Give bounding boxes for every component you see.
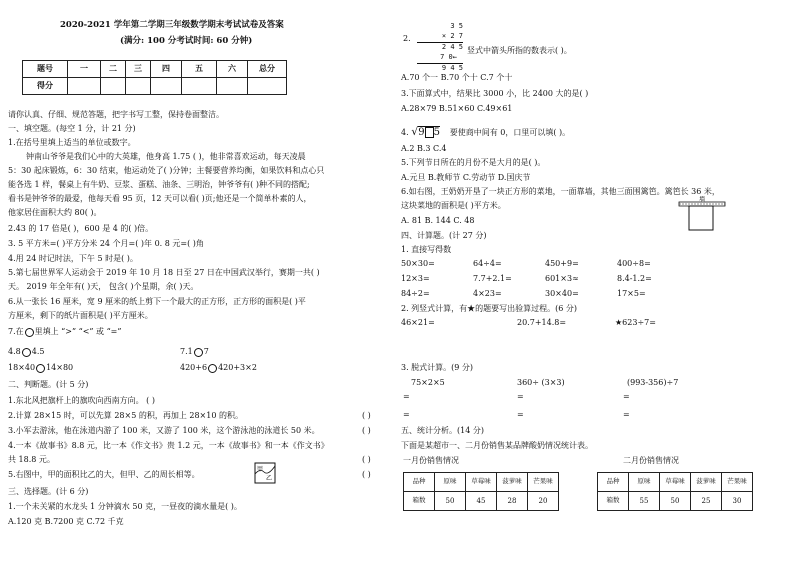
wall-label: 墙	[699, 196, 706, 203]
score-cell: 题号	[23, 61, 68, 78]
section-3-title: 三、选择题。(计 6 分)	[8, 487, 89, 496]
figure-label-yi: 乙	[266, 475, 273, 482]
table-row-label: 箱数	[598, 492, 629, 511]
table-cell: 25	[691, 492, 722, 511]
oral-item: 50×30=	[401, 259, 435, 268]
score-cell: 二	[101, 61, 126, 78]
choice-6-line: 6.如右图，王奶奶开垦了一块正方形的菜地，一面靠墙，其他三面围篱笆。篱笆长 36 米，	[401, 187, 720, 196]
oral-calc-grid	[401, 259, 691, 304]
compare-right: 14×80	[46, 363, 74, 372]
vc-line: 2 4 5	[441, 43, 463, 51]
oral-item: 7.7+2.1=	[473, 274, 512, 283]
choice-3-options: A.28×79 B.51×60 C.49×61	[401, 104, 513, 113]
vertical-calc-item: ★623÷7=	[615, 318, 656, 327]
question-1-line: 钟南山爷爷是我们心中的大英雄，他身高 1.75 ( )，他非常喜欢运动，每天凌晨	[26, 152, 306, 161]
blank-box[interactable]	[425, 127, 434, 138]
vertical-calc-item: 46×21=	[401, 318, 435, 327]
table-row	[404, 492, 559, 511]
question-3: 3. 5 平方米=( )平方分米 24 个月=( )年 0. 8 元=( )角	[8, 239, 204, 248]
question-1-line: 看书是钟爷爷的最爱，他每天看 95 页，12 天可以看( )页;他还是一个简单朴素的人，	[8, 194, 312, 203]
table-row	[598, 473, 753, 492]
compare-circle[interactable]	[22, 348, 31, 357]
jan-sales-table	[403, 472, 559, 511]
table-header-cell: 原味	[435, 473, 466, 492]
question-5-line: 5.第七届世界军人运动会于 2019 年 10 月 18 日至 27 日在中国武汉举行，赛期一共( )	[8, 268, 320, 277]
table-cell: 20	[528, 492, 559, 511]
question-1-line: 能各选 1 样，餐桌上有牛奶、豆浆、蛋糕、油条、三明治，钟爷爷有( )种不同的搭配;	[8, 180, 310, 189]
question-2: 2.43 的 17 倍是( )，600 是 4 的( )倍。	[8, 224, 154, 233]
choice-6-options: A. 81 B. 144 C. 48	[401, 216, 475, 225]
oral-item: 12×3=	[401, 274, 430, 283]
compare-item	[8, 347, 44, 357]
oral-item: 64÷4=	[473, 259, 502, 268]
score-table	[22, 60, 287, 95]
division-bracket-icon: √	[411, 125, 419, 138]
table-cell: 50	[435, 492, 466, 511]
compare-right: 7	[203, 347, 209, 356]
table-cell: 45	[466, 492, 497, 511]
oral-item: 450+9=	[545, 259, 579, 268]
question-4: 4.用 24 时记时法，下午 5 时是( )。	[8, 254, 138, 263]
choice-2: 竖式中箭头所指的数表示( )。	[467, 46, 572, 55]
score-blank[interactable]	[151, 78, 182, 95]
table-row-label: 箱数	[404, 492, 435, 511]
compare-item	[180, 363, 257, 373]
figure-label-jia: 甲	[257, 466, 264, 473]
table-cell: 30	[722, 492, 753, 511]
judge-2-answer[interactable]: ( )	[362, 411, 371, 420]
feb-sales-table	[597, 472, 753, 511]
score-blank[interactable]	[217, 78, 248, 95]
choice-4-options: A.2 B.3 C.4	[401, 144, 447, 153]
oral-item: 17×5=	[617, 289, 646, 298]
oral-item: 400÷8=	[617, 259, 651, 268]
oral-row	[401, 274, 691, 289]
exam-subtitle: (满分: 100 分考试时间: 60 分钟)	[120, 36, 253, 46]
table-header-cell: 原味	[629, 473, 660, 492]
table-header-cell: 草莓味	[466, 473, 497, 492]
judge-1: 1.东北风把旗杆上的旗吹向西南方向。 ( )	[8, 396, 155, 405]
choice-3: 3.下面算式中，结果比 3000 小，比 2400 大的是( )	[401, 89, 589, 98]
table-header-cell: 菠萝味	[691, 473, 722, 492]
table-header-cell: 品种	[404, 473, 435, 492]
compare-circle[interactable]	[208, 364, 217, 373]
equals-sign: =	[403, 410, 410, 419]
score-blank[interactable]	[248, 78, 287, 95]
choice-4: 4. √9 5 要使商中间有 0，口里可以填( )。	[401, 125, 571, 138]
oral-item: 84÷2=	[401, 289, 430, 298]
equals-sign: =	[403, 392, 410, 401]
feb-table-title: 二月份销售情况	[623, 456, 679, 465]
equals-sign: =	[517, 392, 524, 401]
table-header-cell: 芒果味	[528, 473, 559, 492]
score-blank[interactable]	[126, 78, 151, 95]
choice-1: 1.一个未关紧的水龙头 1 分钟滴水 50 克，一昼夜的滴水量是( )。	[8, 502, 242, 511]
compare-right: 4.5	[31, 347, 45, 356]
shape-figure	[254, 462, 276, 484]
oral-item: 601×3≈	[545, 274, 579, 283]
choice-5: 5.下列节日所在的月份不是大月的是( )。	[401, 158, 546, 167]
choice-5-options: A.元旦 B.教师节 C.劳动节 D.国庆节	[401, 173, 531, 182]
judge-4-answer[interactable]: ( )	[362, 455, 371, 464]
compare-item	[180, 347, 209, 357]
score-table-header-row	[23, 61, 287, 78]
vc-line: 3 5	[450, 22, 463, 30]
question-1-line: 5：30 起床锻炼，6：30 结束，他运动处了( )分钟；主餐要营养均衡，如果饮料和点心只	[8, 166, 325, 175]
choice-6-line: 这块菜地的面积是( )平方米。	[401, 201, 506, 210]
question-7-suffix: 里填上 “>” “<” 或 “=”	[34, 327, 122, 336]
score-cell: 四	[151, 61, 182, 78]
compare-right: 420+3×2	[218, 363, 257, 372]
vertical-calc-item: 20.7+14.8=	[517, 318, 567, 327]
section-2-title: 二、判断题。(计 5 分)	[8, 380, 89, 389]
compare-circle[interactable]	[36, 364, 45, 373]
equals-sign: =	[623, 392, 630, 401]
table-header-cell: 品种	[598, 473, 629, 492]
score-cell: 一	[68, 61, 101, 78]
compare-left: 7.1	[180, 347, 193, 356]
score-blank[interactable]	[68, 78, 101, 95]
question-6-line: 6.从一张长 16 厘米，宽 9 厘米的纸上剪下一个最大的正方形，正方形的面积是( )平	[8, 297, 306, 306]
section-4-title: 四、计算题。(计 27 分)	[401, 231, 487, 240]
oral-item: 8.4-1.2=	[617, 274, 652, 283]
judge-5: 5.右图中，甲的面积比乙的大，但甲、乙的周长相等。	[8, 470, 200, 479]
judge-2: 2.计算 28×15 时，可以先算 28×5 的积，再加上 28×10 的积。	[8, 411, 243, 420]
judge-4-line: 4.一本《故事书》8.8 元，比一本《作文书》贵 1.2 元，一本《故事书》和一本《作文书》	[8, 441, 329, 450]
compare-left: 4.8	[8, 347, 21, 356]
choice-2-number: 2.	[403, 34, 411, 43]
score-cell: 总分	[248, 61, 287, 78]
circle-icon	[25, 328, 34, 337]
arrow-left-icon: ←	[452, 53, 457, 61]
table-header-cell: 草莓味	[660, 473, 691, 492]
question-7	[8, 327, 121, 337]
table-header-cell: 菠萝味	[497, 473, 528, 492]
score-cell: 六	[217, 61, 248, 78]
long-division-figure: √9 5	[411, 125, 440, 138]
table-row	[404, 473, 559, 492]
section-1-title: 一、填空题。(每空 1 分，计 21 分)	[8, 124, 136, 133]
section-5-intro: 下面是某超市一、二月份销售某品牌酸奶情况统计表。	[401, 441, 593, 450]
step-calc-item: 75×2×5	[411, 378, 445, 387]
question-1-line: 他家居住面积大约 80( )。	[8, 208, 102, 217]
oral-item: 4×23=	[473, 289, 502, 298]
compare-left: 18×40	[8, 363, 36, 372]
table-cell: 55	[629, 492, 660, 511]
calc-3-title: 3. 脱式计算。(9 分)	[401, 363, 474, 372]
vc-line: 7 0←	[417, 53, 463, 64]
choice-1-options: A.120 克 B.7200 克 C.72 千克	[8, 517, 124, 526]
score-table-score-row	[23, 78, 287, 95]
judge-5-answer[interactable]: ( )	[362, 470, 371, 479]
score-cell: 五	[182, 61, 217, 78]
compare-left: 420+6	[180, 363, 208, 372]
score-cell: 三	[126, 61, 151, 78]
judge-4-line: 共 18.8 元。	[8, 455, 55, 464]
question-5-line: 天。 2019 年全年有( )天， 包含( )个星期，余( )天。	[8, 282, 199, 291]
equals-sign: =	[517, 410, 524, 419]
exam-title: 2020-2021 学年第二学期三年级数学期末考试试卷及答案	[60, 20, 284, 30]
score-blank[interactable]	[101, 78, 126, 95]
table-header-cell: 芒果味	[722, 473, 753, 492]
table-cell: 28	[497, 492, 528, 511]
step-calc-item: 360÷ (3×3)	[517, 378, 565, 387]
table-cell: 50	[660, 492, 691, 511]
vc-line: × 2 7	[417, 32, 463, 43]
calc-1-title: 1. 直接写得数	[401, 245, 452, 254]
score-row-label: 得分	[23, 78, 68, 95]
calc-2-title: 2. 列竖式计算，有★的题要写出验算过程。(6 分)	[401, 304, 578, 313]
section-5-title: 五、统计分析。(14 分)	[401, 426, 484, 435]
question-6-line: 方厘米，剩下的纸片面积是( )平方厘米。	[8, 311, 153, 320]
score-blank[interactable]	[182, 78, 217, 95]
instruction: 请你认真、仔细、规范答题，把字书写工整，保持卷面整洁。	[8, 110, 224, 119]
oral-row	[401, 259, 691, 274]
compare-item	[8, 363, 73, 373]
question-1: 1.在括号里填上适当的单位或数字。	[8, 138, 136, 147]
judge-3-answer[interactable]: ( )	[362, 426, 371, 435]
vc-line: 9 4 5	[441, 64, 463, 72]
equals-sign: =	[623, 410, 630, 419]
vertical-multiplication	[417, 22, 463, 74]
step-calc-item: (993-356)÷7	[627, 378, 679, 387]
oral-item: 30×40=	[545, 289, 579, 298]
wall-garden-figure	[677, 196, 737, 236]
choice-2-options: A.70 个一 B.70 个十 C.7 个十	[401, 73, 513, 82]
question-7-prefix: 7.在	[8, 327, 24, 336]
judge-3: 3.小军去游泳，他在泳道内游了 100 米，又游了 100 米，这个游泳池的泳道长 50 米。	[8, 426, 320, 435]
table-row	[598, 492, 753, 511]
jan-table-title: 一月份销售情况	[403, 456, 459, 465]
compare-circle[interactable]	[194, 348, 203, 357]
oral-row	[401, 289, 691, 304]
